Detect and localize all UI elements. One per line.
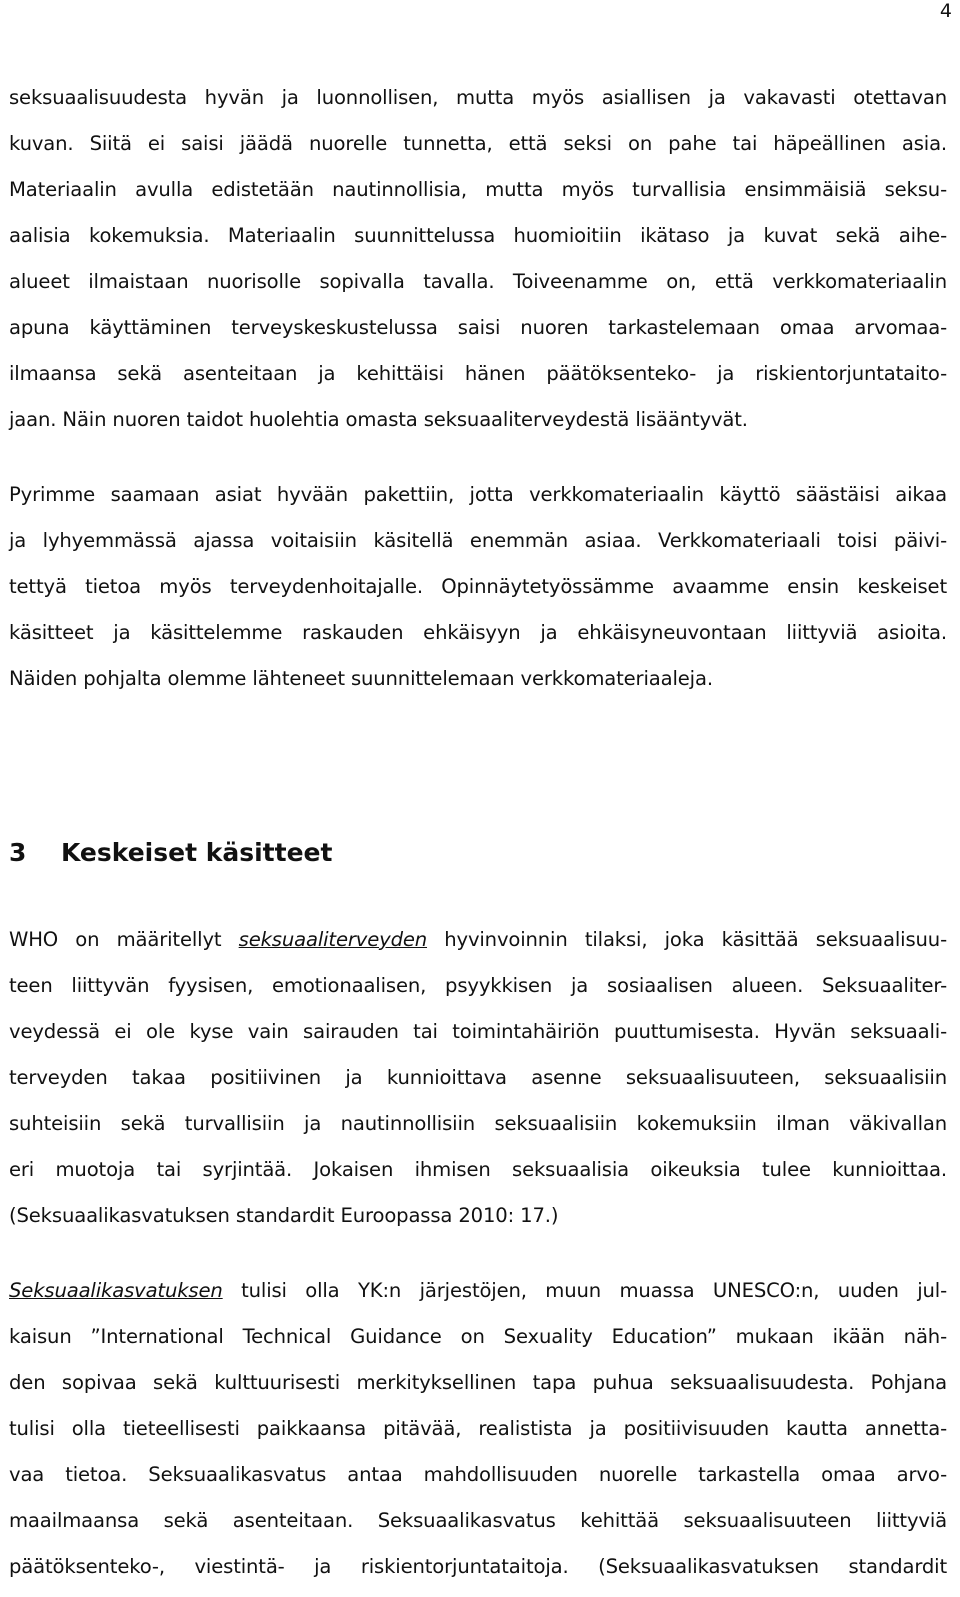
text-line: päätöksenteko-, viestintä- ja riskientorjuntataitoja. (Seksuaalikasvatuksen standardit <box>9 1555 947 1578</box>
text-line: aalisia kokemuksia. Materiaalin suunnittelussa huomioitiin ikätaso ja kuvat sekä aihe- <box>9 224 947 247</box>
text-line: alueet ilmaistaan nuorisolle sopivalla tavalla. Toiveenamme on, että verkkomateriaalin <box>9 270 947 293</box>
paragraph-who-definition <box>9 917 947 1239</box>
term-seksuaaliterveyden: seksuaaliterveyden <box>238 928 428 951</box>
text-line: tulisi olla tieteellisesti paikkaansa pitävää, realistista ja positiivisuuden kautta annetta- <box>9 1417 947 1440</box>
text-line: kaisun ”International Technical Guidance on Sexuality Education” mukaan ikään näh- <box>9 1325 947 1348</box>
text-line: teen liittyvän fyysisen, emotionaalisen, psyykkisen ja sosiaalisen alueen. Seksuaaliter- <box>9 974 947 997</box>
page-number: 4 <box>939 0 952 22</box>
text-line: tettyä tietoa myös terveydenhoitajalle. Opinnäytetyössämme avaamme ensin keskeiset <box>9 575 947 598</box>
text-line: seksuaalisuudesta hyvän ja luonnollisen, mutta myös asiallisen ja vakavasti otettavan <box>9 86 947 109</box>
text-line: Pyrimme saamaan asiat hyvään pakettiin, jotta verkkomateriaalin käyttö säästäisi aikaa <box>9 483 947 506</box>
text-line: (Seksuaalikasvatuksen standardit Euroopassa 2010: 17.) <box>9 1204 559 1227</box>
text-line: kuvan. Siitä ei saisi jäädä nuorelle tunnetta, että seksi on pahe tai häpeällinen asia. <box>9 132 947 155</box>
text-line: käsitteet ja käsittelemme raskauden ehkäisyyn ja ehkäisyneuvontaan liittyviä asioita. <box>9 621 947 644</box>
text-line: suhteisiin sekä turvallisiin ja nautinnollisiin seksuaalisiin kokemuksiin ilman väkivallan <box>9 1112 947 1135</box>
text-line: den sopivaa sekä kulttuurisesti merkityksellinen tapa puhua seksuaalisuudesta. Pohjana <box>9 1371 947 1394</box>
text-line: maailmaansa sekä asenteitaan. Seksuaalikasvatus kehittää seksuaalisuuteen liittyviä <box>9 1509 947 1532</box>
text-line: eri muotoja tai syrjintää. Jokaisen ihmisen seksuaalisia oikeuksia tulee kunnioittaa. <box>9 1158 947 1181</box>
term-seksuaalikasvatuksen: Seksuaalikasvatuksen <box>9 1279 223 1302</box>
section-heading <box>9 833 332 873</box>
text-line: ilmaansa sekä asenteitaan ja kehittäisi hänen päätöksenteko- ja riskientorjuntataito- <box>9 362 947 385</box>
text-line: ja lyhyemmässä ajassa voitaisiin käsitellä enemmän asiaa. Verkkomateriaali toisi päivi- <box>9 529 947 552</box>
section-title: Keskeiset käsitteet <box>61 838 333 867</box>
paragraph-intro <box>9 75 947 443</box>
text-line: jaan. Näin nuoren taidot huolehtia omasta seksuaaliterveydestä lisääntyvät. <box>9 408 748 431</box>
text-line: vaa tietoa. Seksuaalikasvatus antaa mahdollisuuden nuorelle tarkastella omaa arvo- <box>9 1463 947 1486</box>
paragraph-package <box>9 472 947 702</box>
text-line: Materiaalin avulla edistetään nautinnollisia, mutta myös turvallisia ensimmäisiä seksu- <box>9 178 947 201</box>
text-run: tulisi olla YK:n järjestöjen, muun muassa UNESCO:n, uuden jul- <box>222 1279 947 1302</box>
text-line <box>9 917 947 963</box>
text-line: veydessä ei ole kyse vain sairauden tai toimintahäiriön puuttumisesta. Hyvän seksuaali- <box>9 1020 947 1043</box>
text-line: apuna käyttäminen terveyskeskustelussa saisi nuoren tarkastelemaan omaa arvomaa- <box>9 316 947 339</box>
text-run: hyvinvoinnin tilaksi, joka käsittää seksuaalisuu- <box>427 928 947 951</box>
text-line <box>9 1268 947 1314</box>
text-line: terveyden takaa positiivinen ja kunnioittava asenne seksuaalisuuteen, seksuaalisiin <box>9 1066 947 1089</box>
section-number: 3 <box>9 838 27 867</box>
paragraph-sex-education <box>9 1268 947 1590</box>
text-line: Näiden pohjalta olemme lähteneet suunnittelemaan verkkomateriaaleja. <box>9 667 713 690</box>
text-run: WHO on määritellyt <box>9 928 239 951</box>
